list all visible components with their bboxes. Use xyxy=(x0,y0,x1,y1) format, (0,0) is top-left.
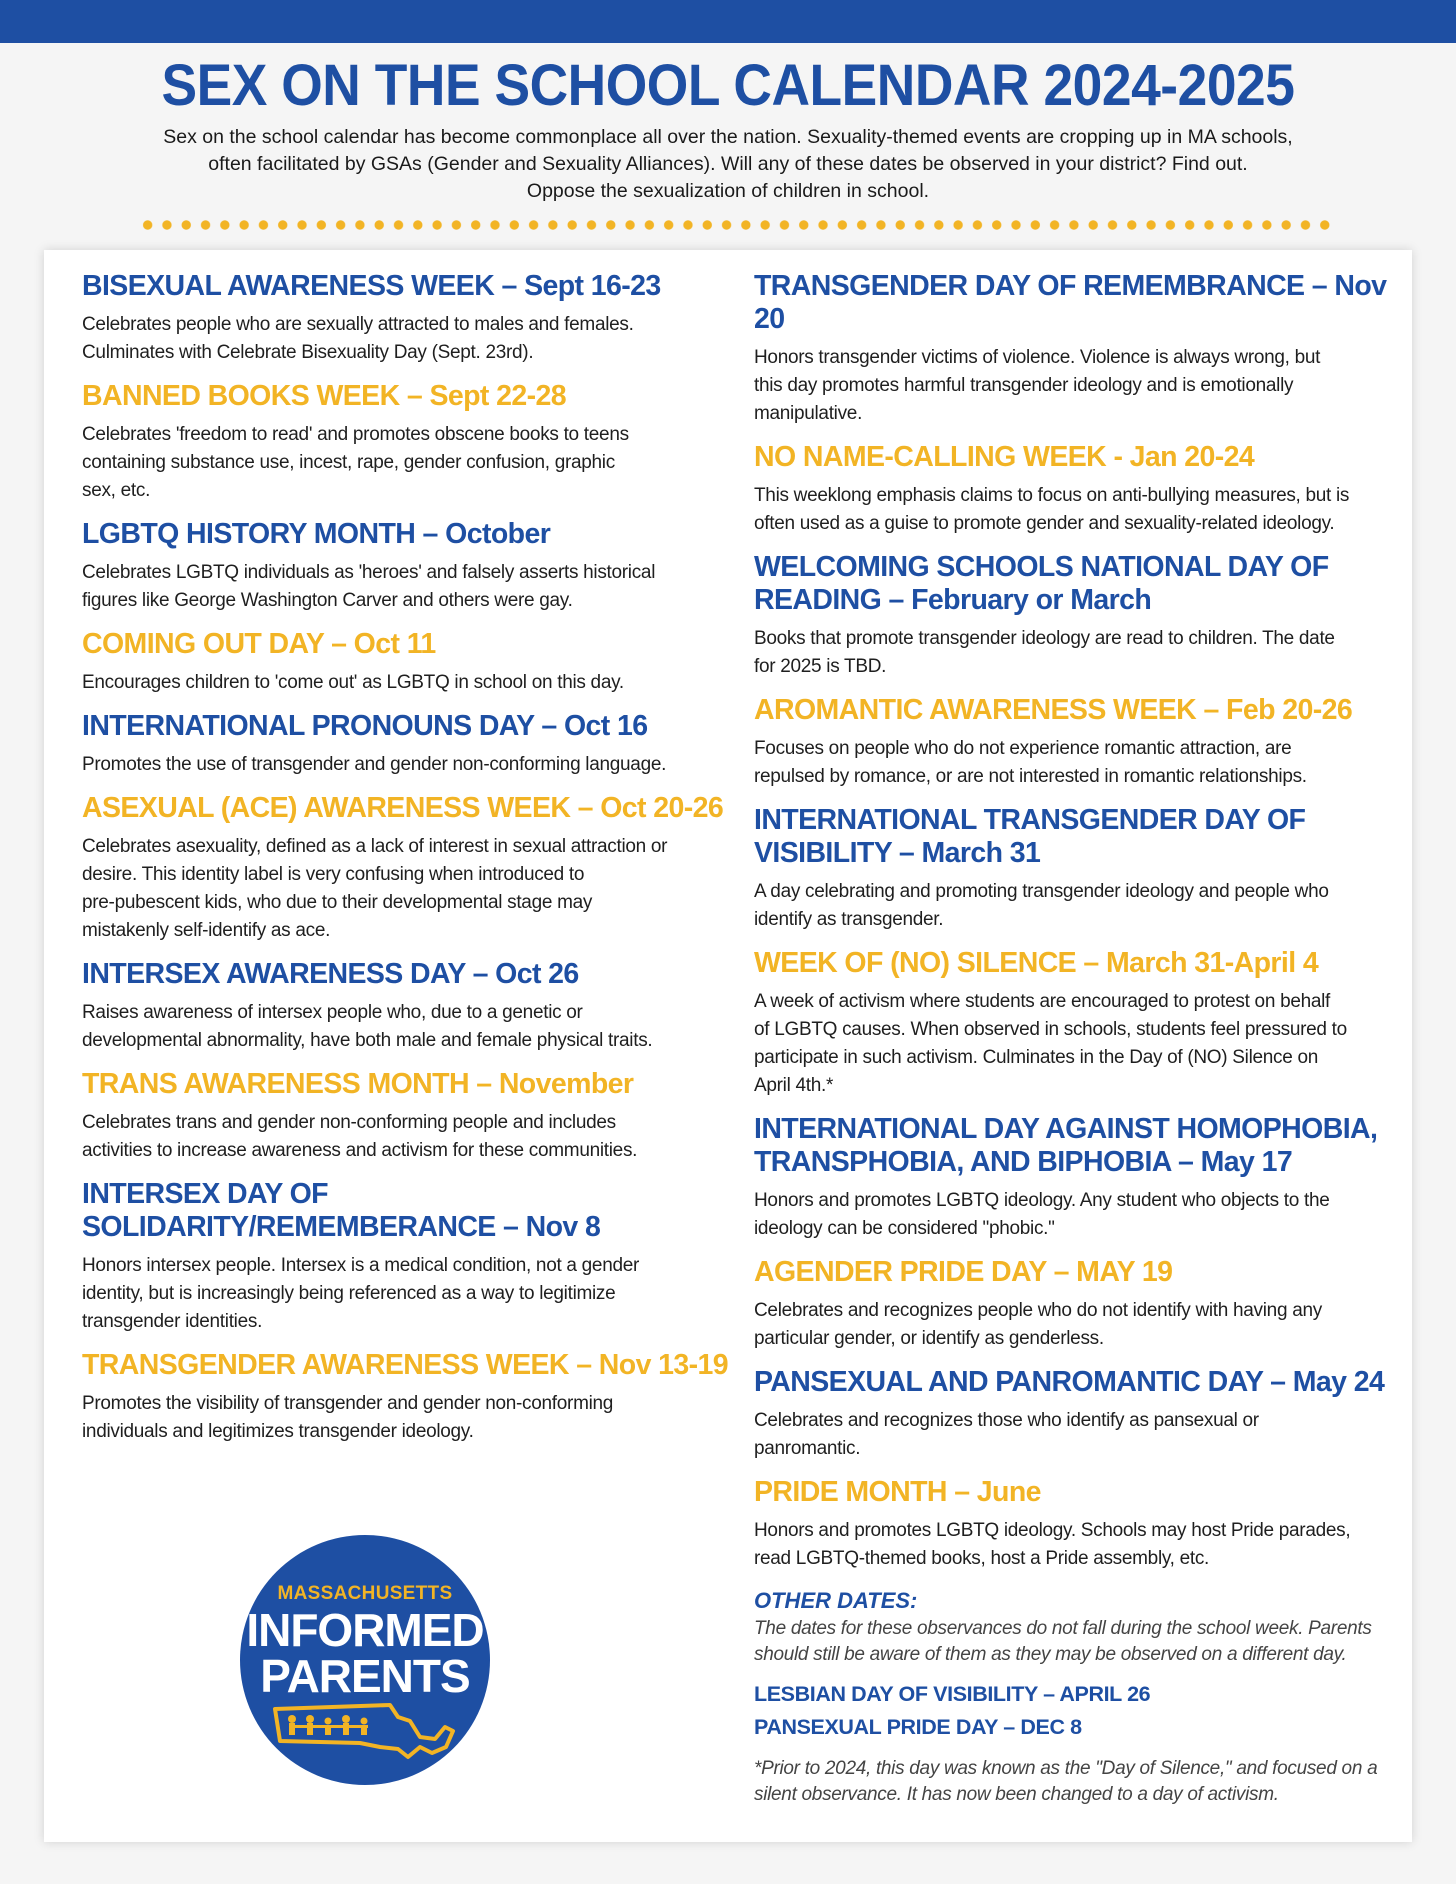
massachusetts-map-icon xyxy=(270,1697,460,1767)
entry-description-line: Celebrates asexuality, defined as a lack of interest in sexual attraction or xyxy=(82,836,668,857)
entry-description-line: Honors and promotes LGBTQ ideology. Schools may host Pride parades, xyxy=(754,1520,1351,1541)
entry-description xyxy=(754,344,1394,428)
top-banner-bar xyxy=(0,0,1456,43)
logo-line-informed: INFORMED xyxy=(246,1604,484,1656)
entry-description-line: Honors and promotes LGBTQ ideology. Any student who objects to the xyxy=(754,1190,1330,1211)
intro-line: often facilitated by GSAs (Gender and Sexuality Alliances). Will any of these dates be observed in your district? Find out. xyxy=(208,153,1248,175)
calendar-entry-coming-out-day xyxy=(82,628,742,697)
calendar-entry-intersex-day-of-solidarity-rememberance xyxy=(82,1178,742,1336)
entry-description-line: Raises awareness of intersex people who, due to a genetic or xyxy=(82,1002,583,1023)
footnote-line: silent observance. It has now been changed to a day of activism. xyxy=(754,1784,1279,1805)
entry-description xyxy=(82,669,742,697)
entry-description xyxy=(754,988,1394,1100)
massachusetts-informed-parents-logo xyxy=(240,1535,490,1785)
entry-description-line: manipulative. xyxy=(754,403,863,424)
entry-description-line: often used as a guise to promote gender and sexuality-related ideology. xyxy=(754,513,1335,534)
entry-description-line: sex, etc. xyxy=(82,480,151,501)
entry-description-line: activities to increase awareness and activism for these communities. xyxy=(82,1140,638,1161)
entry-description-line: mistakenly self-identify as ace. xyxy=(82,920,331,941)
right-column xyxy=(754,270,1394,1808)
footnote xyxy=(754,1756,1394,1808)
entry-description-line: Honors transgender victims of violence. Violence is always wrong, but xyxy=(754,347,1321,368)
entry-description-line: participate in such activism. Culminates in the Day of (NO) Silence on xyxy=(754,1047,1319,1068)
entry-description xyxy=(82,421,742,505)
logo-line-parents: PARENTS xyxy=(260,1650,470,1702)
entry-title: BISEXUAL AWARENESS WEEK – Sept 16-23 xyxy=(82,270,661,302)
calendar-entry-transgender-awareness-week xyxy=(82,1349,742,1446)
entry-description xyxy=(754,625,1394,681)
calendar-entry-international-pronouns-day xyxy=(82,710,742,779)
entry-description xyxy=(82,559,742,615)
other-dates-section xyxy=(754,1586,1394,1808)
entry-description-line: April 4th.* xyxy=(754,1075,834,1096)
intro-line: Sex on the school calendar has become commonplace all over the nation. Sexuality-themed events are cropping up in MA schools, xyxy=(163,126,1293,148)
entry-title: LGBTQ HISTORY MONTH – October xyxy=(82,518,551,550)
entry-description xyxy=(754,1407,1394,1463)
entry-description-line: particular gender, or identify as genderless. xyxy=(754,1328,1104,1349)
calendar-entry-international-transgender-day-of-visibil xyxy=(754,804,1394,934)
entry-description xyxy=(82,1252,742,1336)
other-date-lesbian-visibility: LESBIAN DAY OF VISIBILITY – APRIL 26 xyxy=(754,1682,1151,1706)
entry-description xyxy=(754,1187,1394,1243)
entry-description xyxy=(82,751,742,779)
entry-title: NO NAME-CALLING WEEK - Jan 20-24 xyxy=(754,441,1255,473)
entry-description-line: Books that promote transgender ideology are read to children. The date xyxy=(754,628,1335,649)
entry-description-line: Celebrates LGBTQ individuals as 'heroes' and falsely asserts historical xyxy=(82,562,656,583)
calendar-entry-aromantic-awareness-week xyxy=(754,694,1394,791)
other-date-pansexual-pride: PANSEXUAL PRIDE DAY – DEC 8 xyxy=(754,1715,1082,1739)
calendar-entry-pansexual-and-panromantic-day xyxy=(754,1366,1394,1463)
entry-description xyxy=(754,1297,1394,1353)
entry-description-line: A week of activism where students are encouraged to protest on behalf xyxy=(754,991,1331,1012)
footnote-line: *Prior to 2024, this day was known as the "Day of Silence," and focused on a xyxy=(754,1758,1378,1779)
logo-line-massachusetts: MASSACHUSETTS xyxy=(277,1583,453,1604)
right-entries xyxy=(754,270,1394,1573)
entry-description xyxy=(754,878,1394,934)
other-note-line: The dates for these observances do not fall during the school week. Parents xyxy=(754,1618,1372,1639)
entry-title: WELCOMING SCHOOLS NATIONAL DAY OF READING – February or March xyxy=(754,551,1329,616)
entry-description-line: repulsed by romance, or are not interested in romantic relationships. xyxy=(754,766,1307,787)
entry-description-line: Culminates with Celebrate Bisexuality Day (Sept. 23rd). xyxy=(82,342,534,363)
entry-description-line: Celebrates and recognizes people who do not identify with having any xyxy=(754,1300,1322,1321)
entry-description-line: this day promotes harmful transgender ideology and is emotionally xyxy=(754,375,1294,396)
other-note-line: should still be aware of them as they may be observed on a different day. xyxy=(754,1644,1347,1665)
entry-description xyxy=(82,1109,742,1165)
entry-title: PRIDE MONTH – June xyxy=(754,1476,1041,1508)
dotted-divider xyxy=(138,219,1332,231)
entry-description-line: pre-pubescent kids, who due to their developmental stage may xyxy=(82,892,593,913)
entry-description-line: Celebrates and recognizes those who identify as pansexual or xyxy=(754,1410,1259,1431)
entry-title: INTERNATIONAL PRONOUNS DAY – Oct 16 xyxy=(82,710,648,742)
entry-description-line: This weeklong emphasis claims to focus on anti-bullying measures, but is xyxy=(754,485,1350,506)
entry-title: TRANSGENDER AWARENESS WEEK – Nov 13-19 xyxy=(82,1349,729,1381)
entry-description-line: developmental abnormality, have both male and female physical traits. xyxy=(82,1030,653,1051)
calendar-entry-asexual-ace-awareness-week xyxy=(82,792,742,945)
entry-description-line: Promotes the use of transgender and gender non-conforming language. xyxy=(82,754,667,775)
entry-title: AGENDER PRIDE DAY – MAY 19 xyxy=(754,1256,1173,1288)
left-column xyxy=(82,270,742,1459)
calendar-entry-banned-books-week xyxy=(82,380,742,505)
entry-description xyxy=(82,833,742,945)
calendar-entry-lgbtq-history-month xyxy=(82,518,742,615)
entry-description-line: read LGBTQ-themed books, host a Pride assembly, etc. xyxy=(754,1548,1210,1569)
entry-description-line: transgender identities. xyxy=(82,1311,263,1332)
page-title: SEX ON THE SCHOOL CALENDAR 2024-2025 xyxy=(161,53,1295,118)
entry-description-line: of LGBTQ causes. When observed in schools, students feel pressured to xyxy=(754,1019,1347,1040)
entry-description-line: Celebrates 'freedom to read' and promotes obscene books to teens xyxy=(82,424,629,445)
calendar-entry-international-day-against-homophobia-tra xyxy=(754,1113,1394,1243)
calendar-entry-no-name xyxy=(754,441,1394,538)
entry-description-line: Promotes the visibility of transgender and gender non-conforming xyxy=(82,1393,614,1414)
entry-title: COMING OUT DAY – Oct 11 xyxy=(82,628,436,660)
entry-description-line: Celebrates people who are sexually attracted to males and females. xyxy=(82,314,634,335)
entry-title: INTERSEX AWARENESS DAY – Oct 26 xyxy=(82,958,579,990)
entry-description-line: Celebrates trans and gender non-conforming people and includes xyxy=(82,1112,616,1133)
other-dates-heading: OTHER DATES: xyxy=(754,1588,918,1613)
entry-description xyxy=(754,1517,1394,1573)
entry-description xyxy=(82,999,742,1055)
entry-title: AROMANTIC AWARENESS WEEK – Feb 20-26 xyxy=(754,694,1353,726)
entry-description xyxy=(754,482,1394,538)
entry-description xyxy=(82,1390,742,1446)
entry-description xyxy=(82,311,742,367)
calendar-card xyxy=(44,250,1412,1842)
entry-title: INTERNATIONAL TRANSGENDER DAY OF VISIBILITY – March 31 xyxy=(754,804,1306,869)
calendar-entry-welcoming-schools-national-day-of-readin xyxy=(754,551,1394,681)
entry-description xyxy=(754,735,1394,791)
entry-description-line: Focuses on people who do not experience romantic attraction, are xyxy=(754,738,1292,759)
intro-paragraph xyxy=(100,124,1356,205)
entry-title: PANSEXUAL AND PANROMANTIC DAY – May 24 xyxy=(754,1366,1385,1398)
entry-title: INTERSEX DAY OF SOLIDARITY/REMEMBERANCE – Nov 8 xyxy=(82,1178,601,1243)
calendar-entry-agender-pride-day xyxy=(754,1256,1394,1353)
entry-description-line: containing substance use, incest, rape, gender confusion, graphic xyxy=(82,452,615,473)
entry-title: TRANS AWARENESS MONTH – November xyxy=(82,1068,634,1100)
entry-title: BANNED BOOKS WEEK – Sept 22-28 xyxy=(82,380,567,412)
entry-title: TRANSGENDER DAY OF REMEMBRANCE – Nov 20 xyxy=(754,270,1387,335)
other-dates-note xyxy=(754,1616,1394,1668)
calendar-entry-intersex-awareness-day xyxy=(82,958,742,1055)
entry-title: INTERNATIONAL DAY AGAINST HOMOPHOBIA, TRANSPHOBIA, AND BIPHOBIA – May 17 xyxy=(754,1113,1378,1178)
entry-description-line: desire. This identity label is very confusing when introduced to xyxy=(82,864,585,885)
entry-title: ASEXUAL (ACE) AWARENESS WEEK – Oct 20-26 xyxy=(82,792,724,824)
entry-description-line: for 2025 is TBD. xyxy=(754,656,887,677)
entry-title: WEEK OF (NO) SILENCE – March 31-April 4 xyxy=(754,947,1319,979)
entry-description-line: individuals and legitimizes transgender ideology. xyxy=(82,1421,474,1442)
entry-description-line: ideology can be considered "phobic." xyxy=(754,1218,1055,1239)
entry-description-line: A day celebrating and promoting transgender ideology and people who xyxy=(754,881,1329,902)
entry-description-line: panromantic. xyxy=(754,1438,861,1459)
calendar-entry-transgender-day-of-remembrance xyxy=(754,270,1394,428)
calendar-entry-bisexual-awareness-week xyxy=(82,270,742,367)
calendar-entry-week-of-no-silence xyxy=(754,947,1394,1100)
calendar-entry-pride-month xyxy=(754,1476,1394,1573)
calendar-entry-trans-awareness-month xyxy=(82,1068,742,1165)
entry-description-line: Honors intersex people. Intersex is a medical condition, not a gender xyxy=(82,1255,640,1276)
intro-line: Oppose the sexualization of children in school. xyxy=(526,180,930,202)
entry-description-line: identify as transgender. xyxy=(754,909,944,930)
entry-description-line: Encourages children to 'come out' as LGBTQ in school on this day. xyxy=(82,672,624,693)
entry-description-line: figures like George Washington Carver and others were gay. xyxy=(82,590,573,611)
entry-description-line: identity, but is increasingly being referenced as a way to legitimize xyxy=(82,1283,616,1304)
